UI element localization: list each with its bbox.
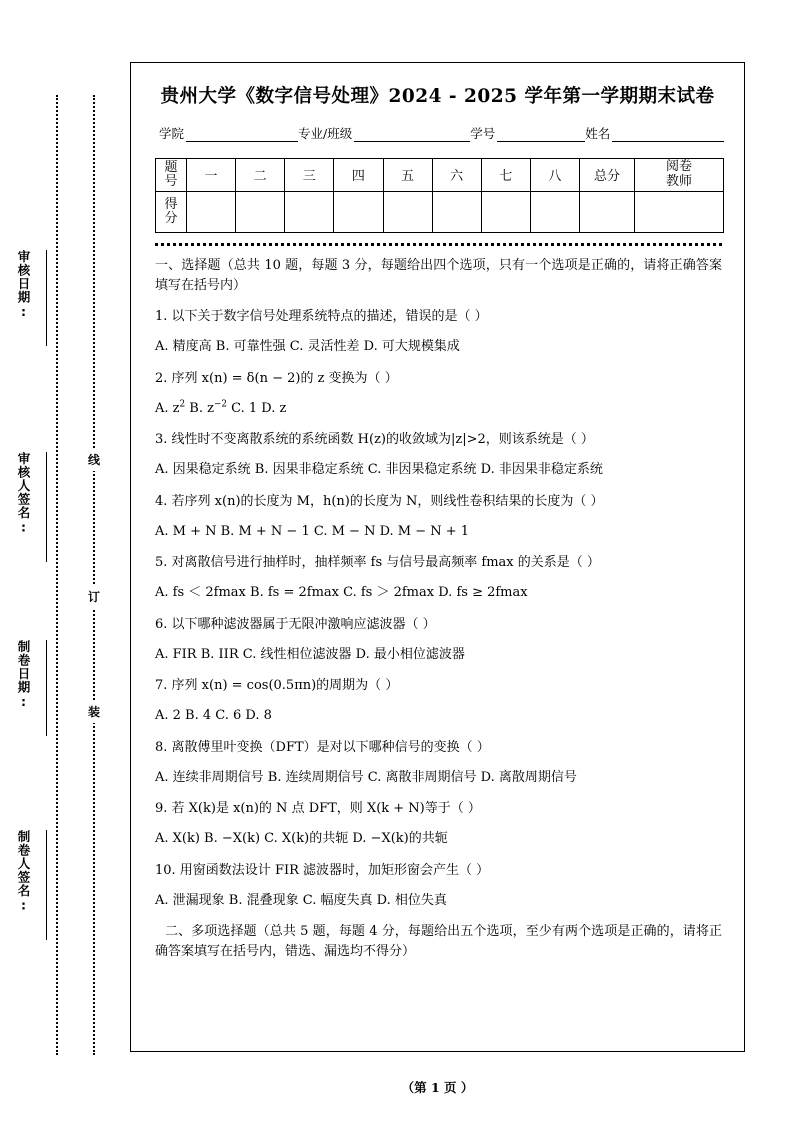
question-10-options: A. 泄漏现象 B. 混叠现象 C. 幅度失真 D. 相位失真 xyxy=(155,892,447,908)
field-student-id xyxy=(470,124,585,142)
score-col-2: 二 xyxy=(236,158,285,191)
field-major-class xyxy=(298,124,470,142)
margin-label-review-date: 审核日期: xyxy=(16,250,31,320)
field-major-class-blank[interactable] xyxy=(354,128,470,142)
row-header-marks xyxy=(156,191,187,232)
field-name-blank[interactable] xyxy=(612,128,724,142)
margin-rule-2 xyxy=(46,452,47,562)
question-2-stem: 2. 序列 x(n) = δ(n − 2)的 z 变换为（ ） xyxy=(155,370,398,386)
seal-char-xian: 线 xyxy=(86,448,102,471)
question-3-stem: 3. 线性时不变离散系统的系统函数 H(z)的收敛域为|z|>2，则该系统是（ ） xyxy=(155,432,594,448)
seal-char-ding: 订 xyxy=(86,585,102,608)
row-header-question-number-line2: 号 xyxy=(164,173,178,189)
page-footer: （第 1 页 ） xyxy=(401,1080,474,1095)
field-name-label: 姓名 xyxy=(585,125,611,141)
question-2-options: A. $z^2$ B. $z^{-2}$ C. 1 D. z xyxy=(155,399,287,416)
mark-cell-2[interactable] xyxy=(236,191,285,232)
score-col-8: 八 xyxy=(530,158,579,191)
score-col-7: 七 xyxy=(481,158,530,191)
question-5-stem: 5. 对离散信号进行抽样时，抽样频率 fs 与信号最高频率 fmax 的关系是（ ） xyxy=(155,555,600,571)
mark-cell-1[interactable] xyxy=(187,191,236,232)
question-1-options: A. 精度高 B. 可靠性强 C. 灵活性差 D. 可大规模集成 xyxy=(155,339,460,355)
grader-label-line2: 教师 xyxy=(665,173,692,189)
field-college xyxy=(159,124,298,142)
margin-rule-3 xyxy=(46,640,47,736)
field-student-id-label: 学号 xyxy=(470,125,496,141)
mark-cell-8[interactable] xyxy=(530,191,579,232)
binding-dotted-line-outer xyxy=(56,95,58,1055)
binding-margin xyxy=(0,0,130,1122)
question-7-options: A. 2 B. 4 C. 6 D. 8 xyxy=(155,708,272,724)
margin-rule-4 xyxy=(46,830,47,940)
question-3-options: A. 因果稳定系统 B. 因果非稳定系统 C. 非因果稳定系统 D. 非因果非稳定系统 xyxy=(155,462,603,478)
score-col-1: 一 xyxy=(187,158,236,191)
score-col-3: 三 xyxy=(285,158,334,191)
field-name xyxy=(585,124,724,142)
mark-cell-6[interactable] xyxy=(432,191,481,232)
score-col-6: 六 xyxy=(432,158,481,191)
margin-rule-1 xyxy=(46,250,47,346)
margin-label-author-signature: 制卷人签名: xyxy=(16,830,31,914)
seal-char-zhuang: 装 xyxy=(86,700,102,723)
score-col-5: 五 xyxy=(383,158,432,191)
table-row-marks xyxy=(156,191,724,232)
table-row-question-numbers xyxy=(156,158,724,191)
margin-label-paper-date: 制卷日期: xyxy=(16,640,31,710)
section-heading-single-choice: 一、选择题（总共 10 题，每题 3 分，每题给出四个选项，只有一个选项是正确的，请将正确答案填写在括号内） xyxy=(155,257,722,293)
section-divider-dotted xyxy=(155,243,722,246)
mark-cell-5[interactable] xyxy=(383,191,432,232)
page-title: 贵州大学《数字信号处理》2024 - 2025 学年第一学期期末试卷 xyxy=(160,86,715,107)
field-student-id-blank[interactable] xyxy=(497,128,585,142)
student-identity-row xyxy=(159,124,722,142)
question-1-stem: 1. 以下关于数字信号处理系统特点的描述，错误的是（ ） xyxy=(155,309,488,325)
question-9-stem: 9. 若 X(k)是 x(n)的 N 点 DFT，则 X(k + N)等于（ ） xyxy=(155,801,481,817)
binding-dotted-line-inner xyxy=(93,95,95,1055)
question-6-options: A. FIR B. IIR C. 线性相位滤波器 D. 最小相位滤波器 xyxy=(155,646,465,662)
score-table xyxy=(155,158,724,233)
margin-label-reviewer-signature: 审核人签名: xyxy=(16,452,31,536)
mark-cell-7[interactable] xyxy=(481,191,530,232)
score-col-total: 总分 xyxy=(580,158,635,191)
grader-label-line1: 阅卷 xyxy=(665,158,692,174)
field-college-blank[interactable] xyxy=(186,128,298,142)
mark-cell-4[interactable] xyxy=(334,191,383,232)
score-col-4: 四 xyxy=(334,158,383,191)
score-col-grader xyxy=(635,158,724,191)
question-5-options: A. fs ＜ 2fmax B. fs = 2fmax C. fs ＞ 2fmax D. fs ≥ 2fmax xyxy=(155,585,528,601)
questions-body xyxy=(155,256,722,962)
question-8-options: A. 连续非周期信号 B. 连续周期信号 C. 离散非周期信号 D. 离散周期信号 xyxy=(155,769,577,785)
row-header-marks-line2: 分 xyxy=(164,210,178,226)
question-9-options: A. X(k) B. −X(k) C. X(k)的共轭 D. −X(k)的共轭 xyxy=(155,831,448,847)
row-header-marks-line1: 得 xyxy=(164,197,178,213)
question-4-stem: 4. 若序列 x(n)的长度为 M，h(n)的长度为 N，则线性卷积结果的长度为（ ） xyxy=(155,493,604,509)
section-heading-multi-choice: 二、多项选择题（总共 5 题，每题 4 分，每题给出五个选项，至少有两个选项是正确的，请将正确答案填写在括号内，错选、漏选均不得分） xyxy=(155,924,722,960)
question-10-stem: 10. 用窗函数法设计 FIR 滤波器时，加矩形窗会产生（ ） xyxy=(155,862,490,878)
question-6-stem: 6. 以下哪种滤波器属于无限冲激响应滤波器（ ） xyxy=(155,616,436,632)
mark-cell-3[interactable] xyxy=(285,191,334,232)
mark-cell-total[interactable] xyxy=(580,191,635,232)
row-header-question-number xyxy=(156,158,187,191)
question-4-options: A. M + N B. M + N − 1 C. M − N D. M − N + 1 xyxy=(155,523,470,539)
row-header-question-number-line1: 题 xyxy=(164,160,178,176)
question-8-stem: 8. 离散傅里叶变换（DFT）是对以下哪种信号的变换（ ） xyxy=(155,739,490,755)
exam-paper-frame xyxy=(130,62,745,1052)
field-college-label: 学院 xyxy=(159,125,185,141)
question-7-stem: 7. 序列 x(n) = cos(0.5πn)的周期为（ ） xyxy=(155,678,399,694)
mark-cell-grader[interactable] xyxy=(635,191,724,232)
field-major-class-label: 专业/班级 xyxy=(298,125,353,141)
